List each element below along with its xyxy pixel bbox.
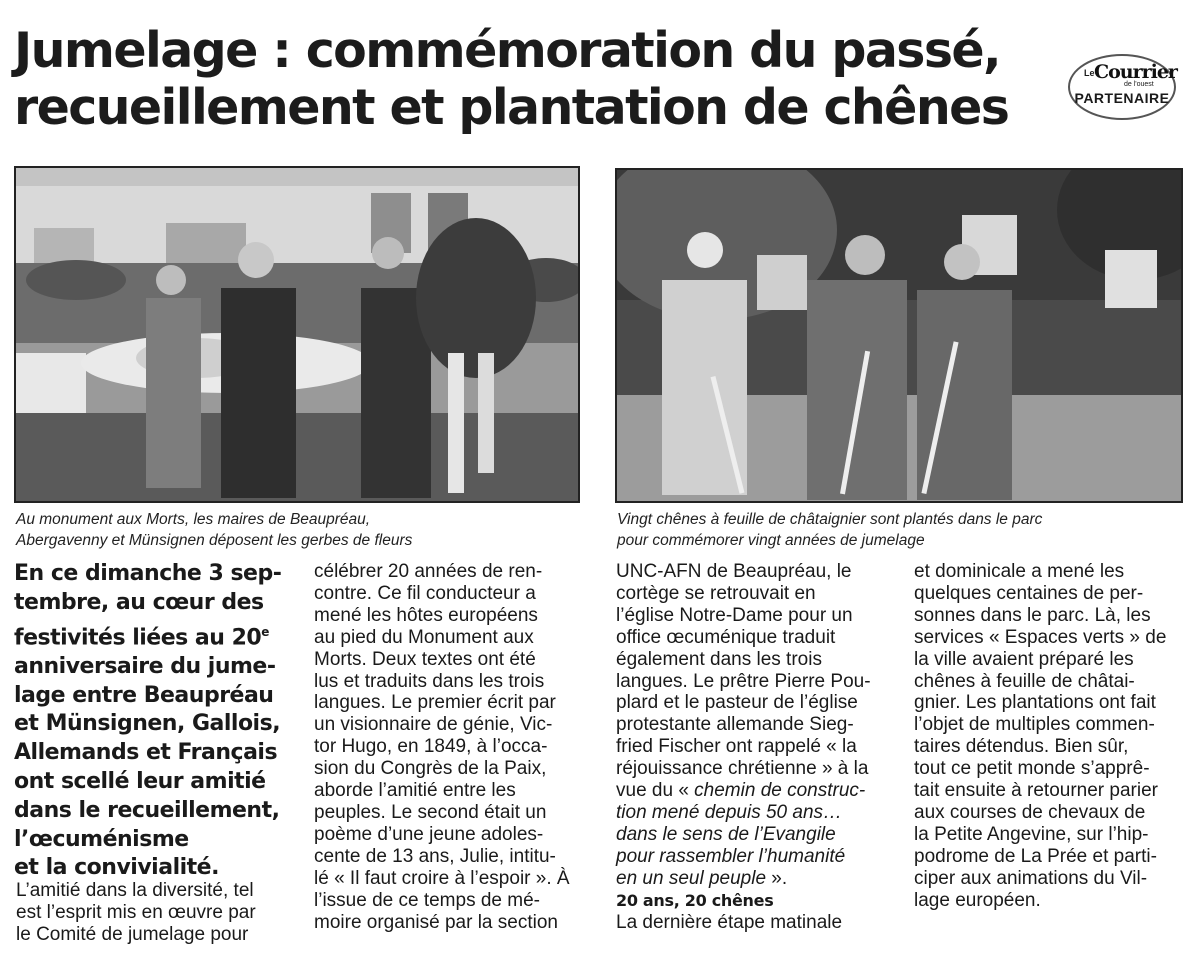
body-line: fried Fischer ont rappelé « la (616, 736, 857, 758)
body-line: la ville avaient préparé les (914, 648, 1134, 670)
lead-line (14, 618, 284, 653)
body-line: L’amitié dans la diversité, tel (16, 880, 254, 901)
column-3 (616, 561, 871, 933)
partner-badge (1068, 54, 1176, 120)
body-text: vue du « (616, 780, 695, 802)
quote-text: en un seul peuple (616, 867, 767, 889)
badge-tag: PARTENAIRE (1074, 90, 1170, 106)
body-line: moire organisé par la section (314, 911, 558, 933)
body-line: sion du Congrès de la Paix, (314, 758, 547, 780)
lead-line: l’œcuménisme (14, 826, 189, 852)
body-line: et dominicale a mené les (914, 561, 1125, 582)
column-4 (914, 561, 1166, 912)
column-2 (314, 561, 570, 933)
quote-line: tion mené depuis 50 ans… (616, 801, 843, 823)
body-line: plard et le pasteur de l’église (616, 692, 858, 714)
badge-logo: Courrier (1094, 61, 1177, 83)
body-line: UNC-AFN de Beaupréau, le (616, 561, 852, 582)
body-line: un visionnaire de génie, Vic- (314, 714, 553, 736)
body-line: quelques centaines de per- (914, 582, 1144, 604)
caption-line: pour commémorer vingt années de jumelage (617, 532, 925, 549)
lead-line-text: festivités liées au 20 (14, 624, 262, 650)
body-line: protestante allemande Sieg- (616, 714, 854, 736)
body-line: podrome de La Prée et parti- (914, 845, 1157, 867)
body-line: célébrer 20 années de ren- (314, 561, 543, 582)
body-text: ». (766, 867, 788, 889)
body-line: office œcuménique traduit (616, 626, 836, 648)
body-line: lage européen. (914, 889, 1041, 911)
article-headline (14, 22, 1024, 136)
badge-logo-subtitle: de l'ouest (1124, 81, 1154, 88)
lead-line: tembre, au cœur des (14, 589, 264, 615)
body-line: le Comité de jumelage pour (16, 923, 249, 945)
body-line: tout ce petit monde s’apprê- (914, 758, 1150, 780)
quote-line: dans le sens de l’Evangile (616, 823, 836, 845)
body-line: ciper aux animations du Vil- (914, 867, 1148, 889)
body-line (616, 868, 871, 890)
photo-image (617, 170, 1181, 501)
body-line: l’issue de ce temps de mé- (314, 889, 540, 911)
body-line: l’église Notre-Dame pour un (616, 604, 853, 626)
body-line: la Petite Angevine, sur l’hip- (914, 823, 1149, 845)
photo-plantation-chenes (615, 168, 1183, 503)
lead-superscript: e (261, 624, 269, 639)
article-lead (14, 560, 284, 883)
body-line: également dans les trois (616, 648, 822, 670)
caption-line: Abergavenny et Münsignen déposent les gerbes de fleurs (16, 532, 413, 549)
body-line: mené les hôtes européens (314, 604, 538, 626)
body-line: tait ensuite à retourner parier (914, 780, 1158, 802)
body-line: est l’esprit mis en œuvre par (16, 901, 256, 923)
photo-caption-right (617, 509, 1042, 551)
body-line: contre. Ce fil conducteur a (314, 582, 536, 604)
quote-text: chemin de construc- (694, 780, 866, 802)
quote-line: pour rassembler l’humanité (616, 845, 846, 867)
body-line: La dernière étape matinale (616, 911, 843, 933)
body-line: services « Espaces verts » de (914, 626, 1167, 648)
body-line: taires détendus. Bien sûr, (914, 736, 1129, 758)
lead-line: et la convivialité. (14, 855, 219, 881)
body-line: sonnes dans le parc. Là, les (914, 604, 1151, 626)
column-1-body (16, 880, 256, 946)
body-line: langues. Le premier écrit par (314, 692, 556, 714)
headline-line: Jumelage : commémoration du passé, (14, 22, 1001, 79)
body-line: gnier. Les plantations ont fait (914, 692, 1156, 714)
photo-monument-aux-morts (14, 166, 580, 503)
body-line: Morts. Deux textes ont été (314, 648, 536, 670)
body-line: poème d’une jeune adoles- (314, 823, 544, 845)
body-line: lé « Il faut croire à l’espoir ». À (314, 867, 570, 889)
body-line: tor Hugo, en 1849, à l’occa- (314, 736, 548, 758)
badge-logo-prefix: Le (1084, 68, 1095, 78)
lead-line: dans le recueillement, (14, 797, 280, 823)
caption-line: Vingt chênes à feuille de châtaignier sont plantés dans le parc (617, 511, 1043, 528)
body-line: aborde l’amitié entre les (314, 780, 516, 802)
photo-caption-left (16, 509, 412, 551)
body-line: chênes à feuille de châtai- (914, 670, 1135, 692)
body-line: lus et traduits dans les trois (314, 670, 545, 692)
body-line: l’objet de multiples commen- (914, 714, 1155, 736)
lead-line: et Münsignen, Gallois, (14, 711, 281, 737)
section-subhead: 20 ans, 20 chênes (616, 890, 774, 910)
body-line: aux courses de chevaux de (914, 801, 1146, 823)
body-line: au pied du Monument aux (314, 626, 534, 648)
body-line: cente de 13 ans, Julie, intitu- (314, 845, 556, 867)
body-line: langues. Le prêtre Pierre Pou- (616, 670, 871, 692)
lead-line: lage entre Beaupréau (14, 682, 274, 708)
photo-image (16, 168, 578, 501)
lead-line: En ce dimanche 3 sep- (14, 561, 282, 586)
body-line: cortège se retrouvait en (616, 582, 816, 604)
lead-line: anniversaire du jume- (14, 653, 276, 679)
body-line (616, 780, 871, 802)
body-line: réjouissance chrétienne » à la (616, 758, 869, 780)
body-line: peuples. Le second était un (314, 801, 547, 823)
lead-line: ont scellé leur amitié (14, 768, 266, 794)
caption-line: Au monument aux Morts, les maires de Beaupréau, (16, 511, 371, 528)
lead-line: Allemands et Français (14, 740, 278, 766)
headline-line: recueillement et plantation de chênes (14, 79, 1009, 136)
